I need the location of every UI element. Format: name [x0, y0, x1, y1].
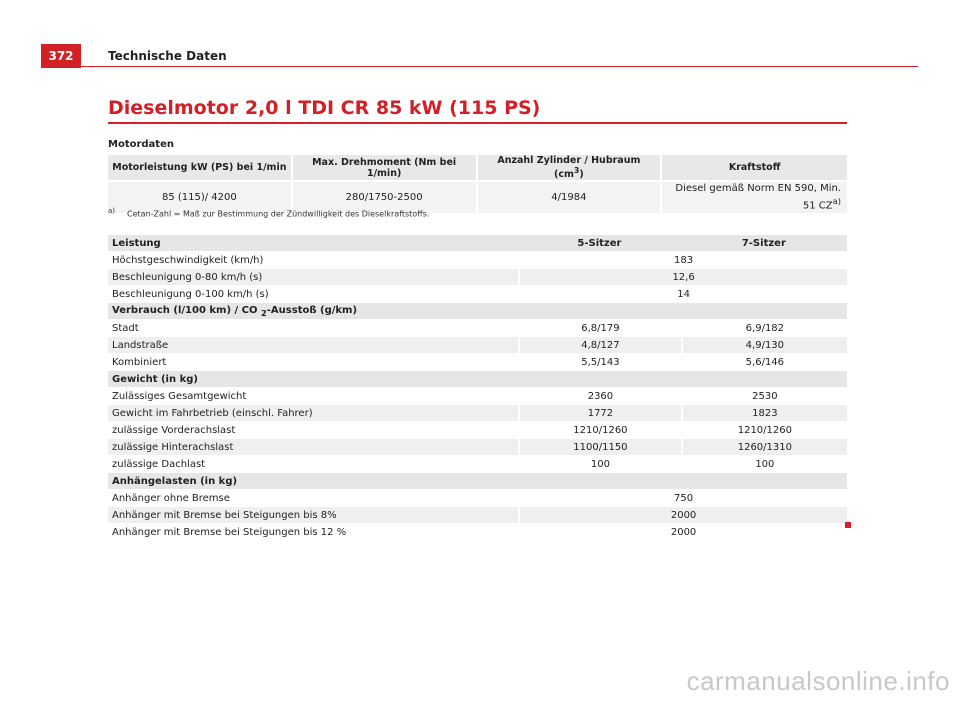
row-label: Stadt: [108, 319, 518, 336]
row-value-5: 6,8/179: [518, 319, 681, 336]
table-row: [108, 455, 847, 472]
row-value-7: 6,9/182: [681, 319, 847, 336]
row-value: 750: [518, 489, 847, 506]
table-row: [108, 506, 847, 523]
perf-header-5-seater: 5-Sitzer: [518, 234, 681, 251]
table-row: [108, 421, 847, 438]
row-value-5: 1772: [518, 404, 681, 421]
section-end-marker: [845, 522, 851, 528]
table-row: [108, 319, 847, 336]
perf-header-label: Leistung: [108, 234, 518, 251]
row-value: 2000: [518, 506, 847, 523]
col-header-torque: Max. Drehmoment (Nm bei 1/min): [293, 155, 478, 180]
row-label: Beschleunigung 0-80 km/h (s): [108, 268, 518, 285]
footnote: [108, 207, 429, 219]
consumption-label-sub: 2: [260, 307, 267, 318]
row-label: Kombiniert: [108, 353, 518, 370]
group-row-weight: [108, 370, 847, 387]
col-header-power: Motorleistung kW (PS) bei 1/min: [108, 155, 293, 180]
row-value: 12,6: [518, 268, 847, 285]
consumption-label-post: -Ausstoß (g/km): [266, 304, 358, 316]
row-value-5: 4,8/127: [518, 336, 681, 353]
engine-torque-value: 280/1750-2500: [293, 180, 478, 213]
table-row: [108, 438, 847, 455]
cylinders-header-sup: 3: [573, 166, 580, 175]
consumption-label-pre: Verbrauch (l/100 km) / CO: [112, 304, 261, 316]
group-label: Anhängelasten (in kg): [108, 472, 847, 489]
row-value-5: 1210/1260: [518, 421, 681, 438]
row-label: Anhänger mit Bremse bei Steigungen bis 12 %: [108, 523, 518, 540]
table-row: [108, 268, 847, 285]
fuel-text: Diesel gemäß Norm EN 590, Min. 51 CZ: [675, 183, 841, 212]
row-label: Höchstgeschwindigkeit (km/h): [108, 251, 518, 268]
table-row: [108, 353, 847, 370]
row-label: zulässige Hinterachslast: [108, 438, 518, 455]
perf-header-7-seater: 7-Sitzer: [681, 234, 847, 251]
group-label: [108, 302, 847, 319]
perf-table-header: [108, 234, 847, 251]
engine-data-subtitle: Motordaten: [108, 139, 174, 150]
col-header-fuel: Kraftstoff: [662, 155, 847, 180]
table-row: [108, 404, 847, 421]
watermark: carmanualsonline.info: [686, 666, 950, 696]
row-value-7: 1210/1260: [681, 421, 847, 438]
row-label: Gewicht im Fahrbetrieb (einschl. Fahrer): [108, 404, 518, 421]
fuel-footnote-ref: a): [832, 196, 841, 207]
table-row: [108, 489, 847, 506]
row-value-7: 2530: [681, 387, 847, 404]
group-row-trailer: [108, 472, 847, 489]
engine-fuel-value: [662, 180, 847, 213]
row-value: 14: [518, 285, 847, 302]
row-label: Beschleunigung 0-100 km/h (s): [108, 285, 518, 302]
performance-table: [108, 234, 847, 540]
row-label: Anhänger mit Bremse bei Steigungen bis 8%: [108, 506, 518, 523]
header-title: Technische Daten: [108, 49, 227, 63]
row-label: Anhänger ohne Bremse: [108, 489, 518, 506]
col-header-cylinders: [478, 155, 663, 180]
row-value-7: 4,9/130: [681, 336, 847, 353]
row-label: Zulässiges Gesamtgewicht: [108, 387, 518, 404]
engine-table-header: [108, 155, 847, 180]
row-value-7: 1823: [681, 404, 847, 421]
row-value-5: 5,5/143: [518, 353, 681, 370]
engine-cylinders-value: 4/1984: [478, 180, 663, 213]
cylinders-header-text: Anzahl Zylinder / Hubraum (cm: [497, 155, 641, 181]
row-value: 2000: [518, 523, 847, 540]
page-number: 372: [41, 44, 81, 68]
row-value-5: 100: [518, 455, 681, 472]
table-row: [108, 251, 847, 268]
header-rule: [81, 66, 918, 67]
section-rule: [108, 122, 847, 124]
table-row: [108, 523, 847, 540]
row-value-7: 100: [681, 455, 847, 472]
row-label: zulässige Vorderachslast: [108, 421, 518, 438]
page-header: [41, 44, 918, 68]
cylinders-header-close: ): [579, 169, 584, 181]
table-row: [108, 387, 847, 404]
engine-power-value: 85 (115)/ 4200: [108, 180, 293, 213]
footnote-text: Cetan-Zahl = Maß zur Bestimmung der Zündwilligkeit des Dieselkraftstoffs.: [127, 209, 430, 219]
group-row-consumption: [108, 302, 847, 319]
group-label: Gewicht (in kg): [108, 370, 847, 387]
row-label: Landstraße: [108, 336, 518, 353]
row-value-5: 2360: [518, 387, 681, 404]
row-value: 183: [518, 251, 847, 268]
footnote-mark: a): [108, 207, 116, 215]
table-row: [108, 336, 847, 353]
row-value-7: 5,6/146: [681, 353, 847, 370]
engine-data-table: [108, 155, 847, 213]
row-value-5: 1100/1150: [518, 438, 681, 455]
table-row: [108, 285, 847, 302]
section-title: Dieselmotor 2,0 l TDI CR 85 kW (115 PS): [108, 97, 541, 119]
row-value-7: 1260/1310: [681, 438, 847, 455]
row-label: zulässige Dachlast: [108, 455, 518, 472]
